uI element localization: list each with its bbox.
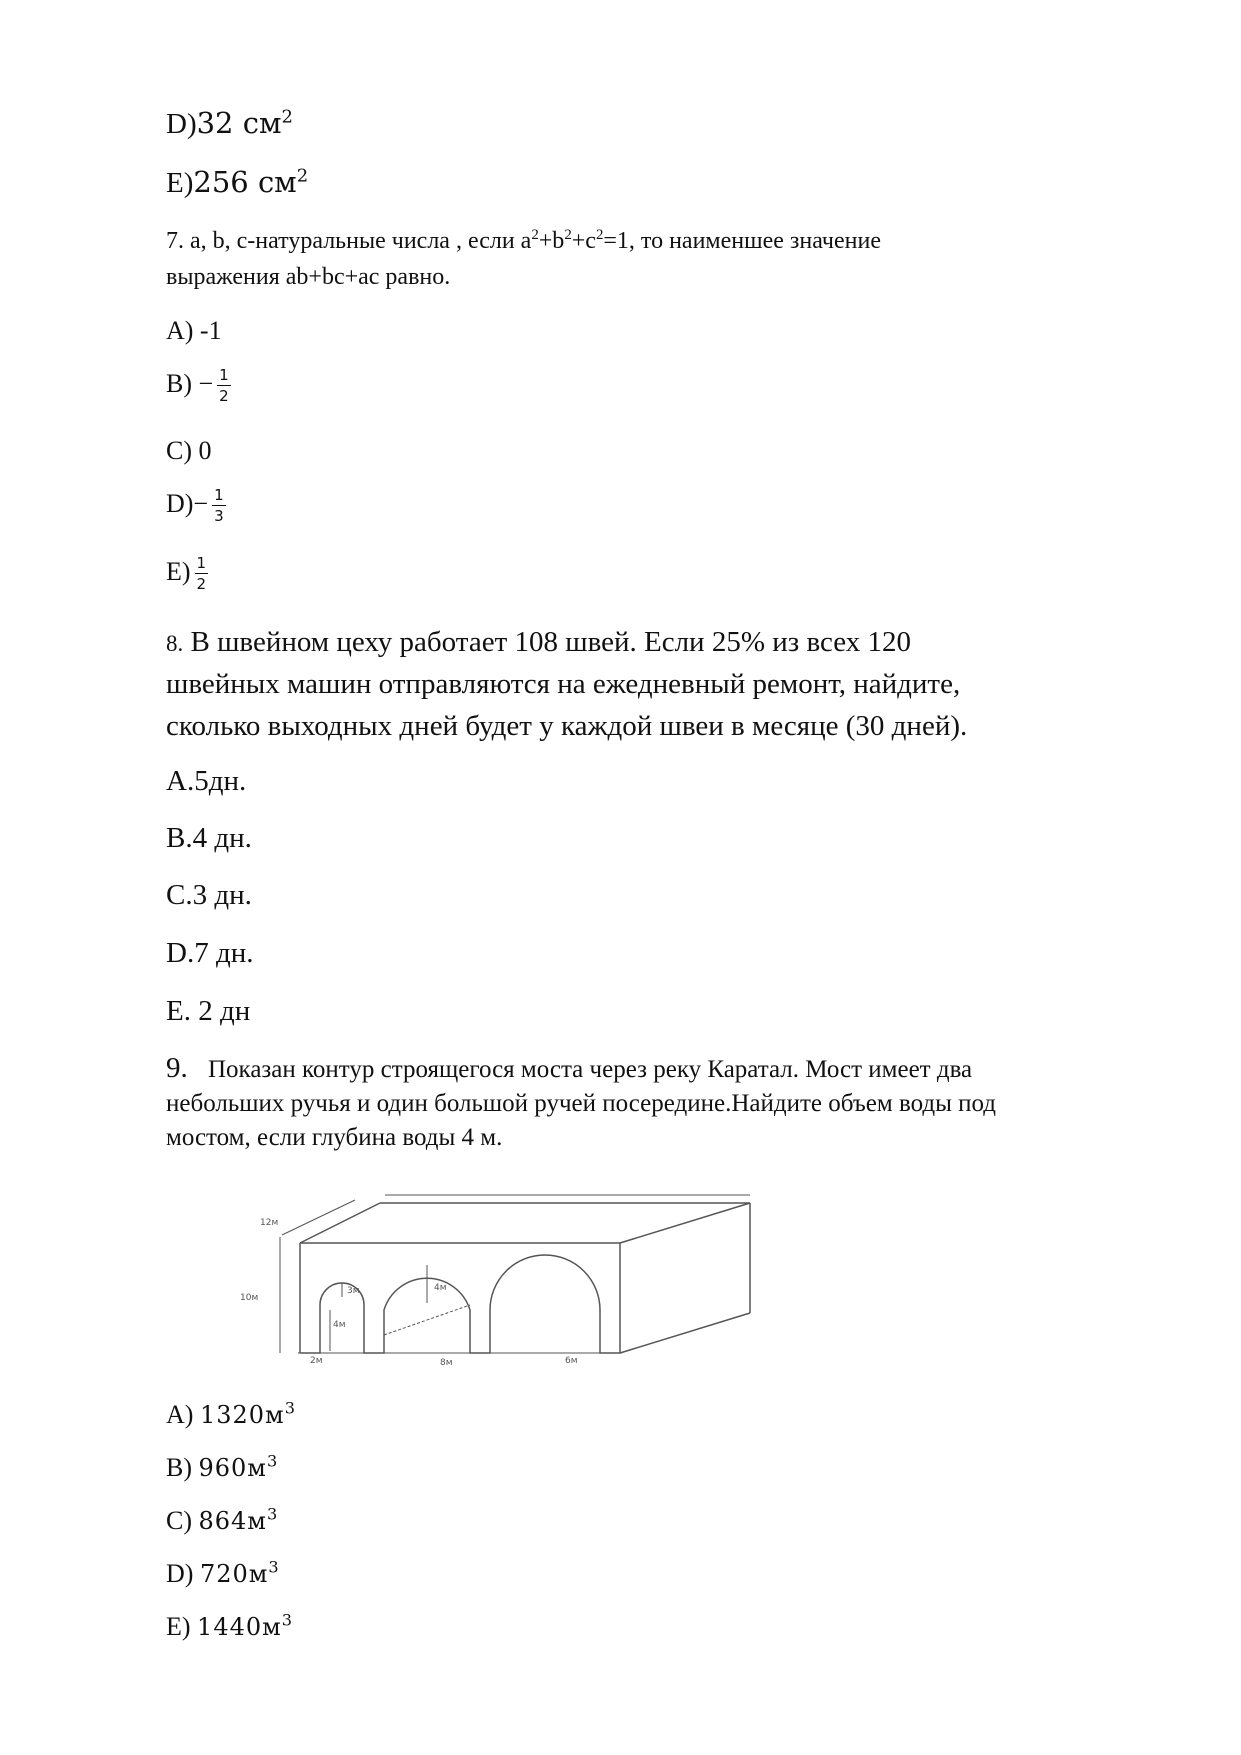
option-label: B) − <box>166 368 214 398</box>
height-label: 10м <box>240 1293 259 1303</box>
answer-exponent: 2 <box>281 106 293 128</box>
fraction-numerator: 1 <box>214 486 224 504</box>
option-letter: B) <box>166 1453 192 1482</box>
question-8-line-1 <box>166 626 911 659</box>
option-letter: E) <box>166 1612 191 1641</box>
question-text: a, b, c-натуральные числа , если a <box>190 228 532 254</box>
bridge-outline <box>300 1203 380 1243</box>
q8-option-d[interactable]: D.7 дн. <box>166 937 254 969</box>
question-number: 8. <box>166 631 184 656</box>
q9-option-e[interactable] <box>166 1612 292 1642</box>
option-letter: D) <box>166 1559 194 1588</box>
answer-letter: E) <box>166 167 194 199</box>
q8-option-e[interactable]: E. 2 дн <box>166 995 251 1027</box>
fraction <box>212 488 226 524</box>
option-letter: A) <box>166 1400 194 1429</box>
q9-option-a[interactable] <box>166 1400 295 1430</box>
q8-option-c[interactable]: C.3 дн. <box>166 879 252 911</box>
option-exponent: 3 <box>281 1610 293 1630</box>
answer-exponent: 2 <box>296 165 309 187</box>
question-7-line-1 <box>166 228 881 255</box>
big-arch-diagonal <box>384 1305 470 1335</box>
option-label: E) <box>166 556 191 586</box>
option-exponent: 3 <box>266 1451 278 1471</box>
option-value: 720м <box>199 1560 269 1588</box>
answer-value: 256 см <box>193 165 297 199</box>
small-arch-top-label: 3м <box>347 1286 360 1296</box>
bridge-arches <box>300 1255 620 1353</box>
exponent: 2 <box>595 227 604 243</box>
option-exponent: 3 <box>284 1398 295 1418</box>
q7-option-d[interactable] <box>166 488 226 524</box>
q9-option-c[interactable] <box>166 1506 277 1536</box>
option-value: 960м <box>198 1454 267 1482</box>
fraction-numerator: 1 <box>219 366 229 384</box>
q7-option-a[interactable]: A) -1 <box>166 316 222 345</box>
big-arch-top-label: 4м <box>434 1283 447 1293</box>
bridge-outline <box>620 1313 750 1353</box>
question-9-line-2: небольших ручья и один большой ручей посередине.Найдите объем воды под <box>166 1090 997 1117</box>
option-value: 1440м <box>197 1613 282 1641</box>
bridge-outline <box>620 1203 750 1243</box>
q8-option-b[interactable]: B.4 дн. <box>166 822 252 854</box>
fraction-denominator: 2 <box>196 575 207 593</box>
q7-option-c[interactable]: C) 0 <box>166 436 212 465</box>
small-arch-side-label: 4м <box>333 1320 346 1330</box>
big-base-label: 8м <box>440 1358 453 1368</box>
fraction <box>195 556 209 592</box>
question-text: В швейном цеху работает 108 швей. Если 25% из всех 120 <box>190 626 911 658</box>
width-label: 12м <box>260 1218 279 1228</box>
width-dimension-line <box>282 1200 355 1235</box>
bridge-diagram <box>170 1185 790 1368</box>
answer-e-prev <box>166 165 308 200</box>
small-base-label: 6м <box>565 1356 578 1366</box>
option-exponent: 3 <box>268 1557 279 1577</box>
question-7-line-2: выражения ab+bc+ac равно. <box>166 264 451 290</box>
fraction <box>217 368 231 404</box>
question-text: +b <box>538 228 565 254</box>
q7-option-e[interactable] <box>166 556 208 592</box>
question-text: =1, то наименшее значение <box>603 228 881 254</box>
question-number: 7. <box>166 228 184 254</box>
question-text: +c <box>571 228 596 254</box>
exponent: 2 <box>531 227 539 243</box>
answer-d-prev <box>166 106 293 141</box>
option-exponent: 3 <box>266 1504 278 1524</box>
question-text: Показан контур строящегося моста через реку Каратал. Мост имеет два <box>208 1056 973 1083</box>
q8-option-a[interactable]: A.5дн. <box>166 765 247 797</box>
option-letter: C) <box>166 1506 192 1535</box>
question-9-line-1 <box>166 1052 972 1085</box>
option-label: D)− <box>166 488 209 518</box>
question-9-line-3: мостом, если глубина воды 4 м. <box>166 1124 503 1151</box>
option-value: 864м <box>198 1507 267 1535</box>
q9-option-d[interactable] <box>166 1559 279 1589</box>
q7-option-b[interactable] <box>166 368 231 404</box>
gap-label: 2м <box>310 1356 323 1366</box>
fraction-denominator: 3 <box>214 507 224 525</box>
question-number: 9. <box>166 1052 188 1084</box>
q9-option-b[interactable] <box>166 1453 277 1483</box>
fraction-numerator: 1 <box>196 554 207 572</box>
fraction-denominator: 2 <box>219 387 229 405</box>
question-8-line-3: сколько выходных дней будет у каждой швеи в месяце (30 дней). <box>166 710 968 742</box>
answer-letter: D) <box>166 108 197 140</box>
answer-value: 32 см <box>196 106 282 140</box>
question-8-line-2: швейных машин отправляются на ежедневный ремонт, найдите, <box>166 668 961 700</box>
exponent: 2 <box>564 227 572 243</box>
option-value: 1320м <box>199 1401 285 1429</box>
